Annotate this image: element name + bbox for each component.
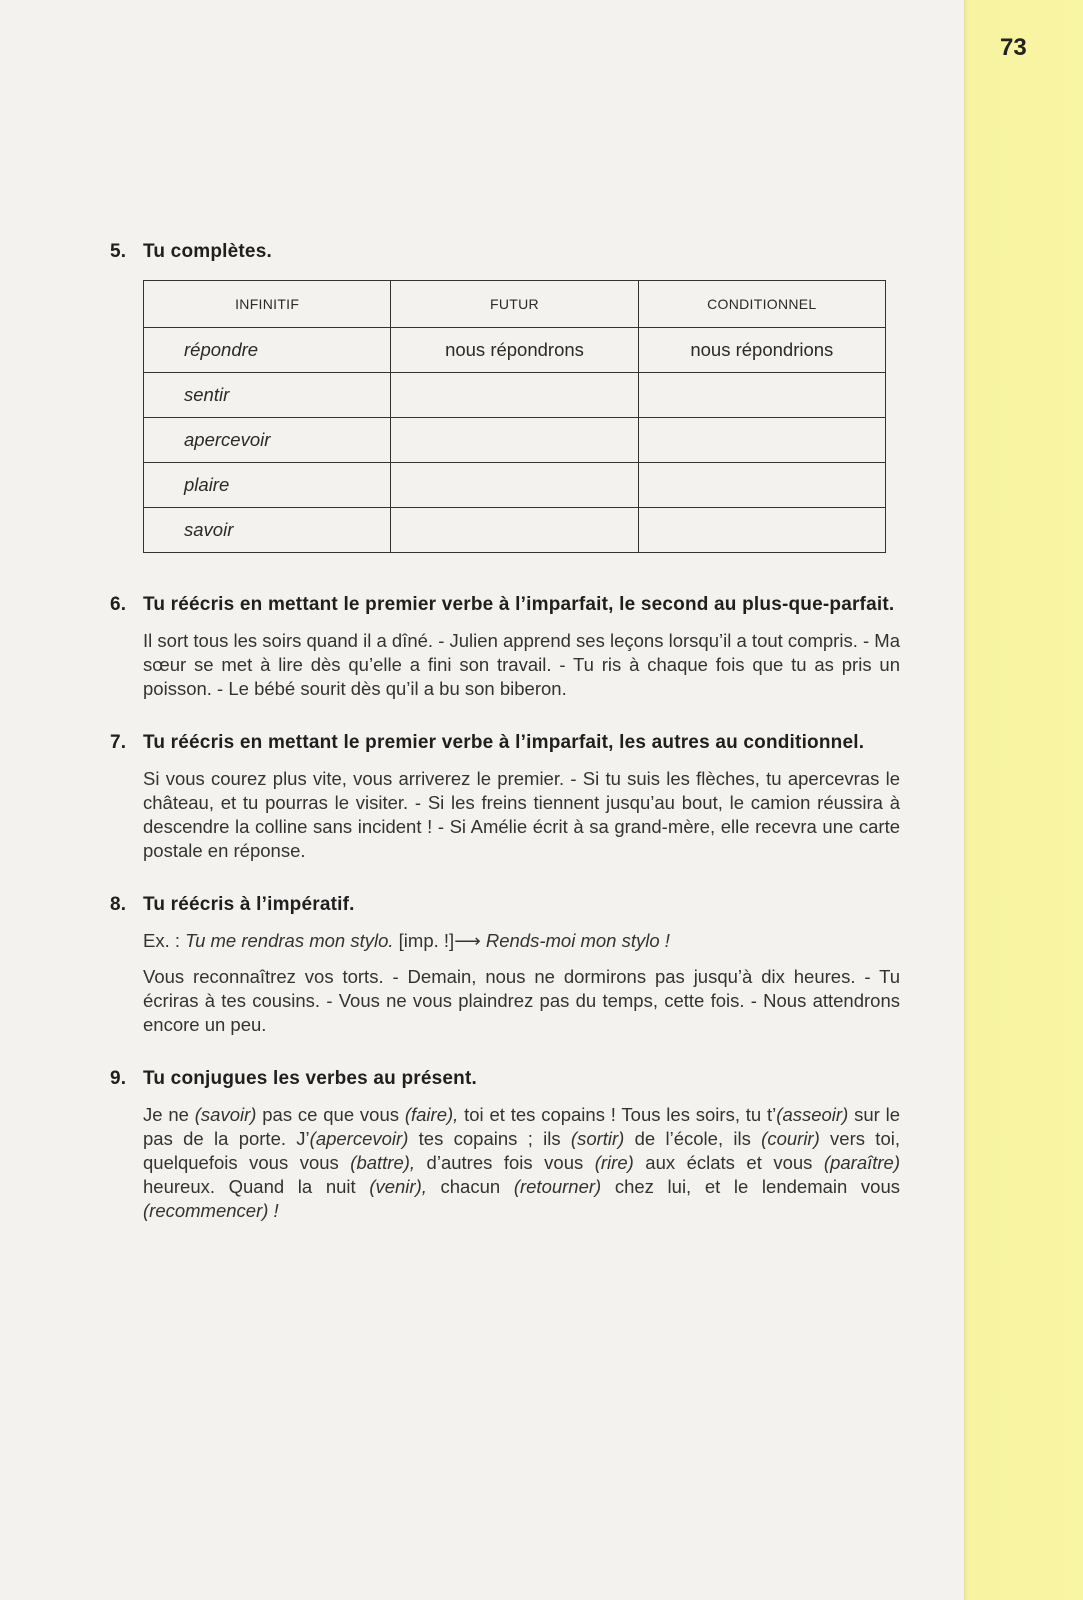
yellow-margin-band [964, 0, 1083, 1600]
exercise-number: 6. [110, 594, 127, 615]
table-cell-futur [391, 463, 638, 508]
verb-infinitive: (paraître) [823, 1152, 900, 1173]
verb-infinitive: (rire) [594, 1152, 634, 1173]
exercise-number: 9. [110, 1068, 127, 1089]
table-cell-infinitive: répondre [144, 328, 391, 373]
text-fragment: aux éclats et vous [633, 1152, 824, 1173]
table-row [144, 463, 886, 508]
table-header-row [144, 281, 886, 328]
table-row [144, 328, 886, 373]
verb-infinitive: (battre), [350, 1152, 416, 1173]
table-cell-infinitive: sentir [144, 373, 391, 418]
example-answer: Rends-moi mon stylo ! [485, 930, 670, 951]
text-fragment: de l’école, ils [624, 1128, 762, 1149]
verb-infinitive: (courir) [761, 1128, 820, 1149]
column-header-infinitif: INFINITIF [144, 281, 391, 328]
exercise-number: 5. [110, 241, 127, 262]
exercise-8 [110, 893, 900, 1037]
exercise-5 [110, 240, 900, 553]
verb-infinitive: (savoir) [194, 1104, 257, 1125]
exercise-example [143, 929, 900, 953]
verb-infinitive: (recommencer) ! [143, 1200, 279, 1221]
text-fragment: chez lui, et le lendemain vous [601, 1176, 901, 1197]
exercise-title: Tu réécris en mettant le premier verbe à l’imparfait, les autres au conditionnel. [143, 732, 865, 753]
table-row [144, 418, 886, 463]
exercise-title: Tu réécris à l’impératif. [143, 894, 355, 915]
arrow-icon: ⟶ [454, 930, 486, 951]
exercise-9 [110, 1067, 900, 1223]
page-number: 73 [1000, 34, 1027, 61]
verb-infinitive: (sortir) [570, 1128, 625, 1149]
exercise-text [143, 1103, 900, 1223]
table-cell-futur: nous répondrons [391, 328, 638, 373]
table-cell-futur [391, 373, 638, 418]
exercise-text: Il sort tous les soirs quand il a dîné. - Julien apprend ses leçons lorsqu’il a tout compris. - Ma sœur se met à lire dès qu’elle a fini son travail. - Tu ris à chaque fois que tu as pris un poisson. - Le bébé sourit dès qu’il a bu son biberon. [143, 630, 900, 699]
verb-infinitive: (apercevoir) [309, 1128, 409, 1149]
text-fragment: Je ne [143, 1104, 195, 1125]
exercise-7 [110, 731, 900, 863]
table-cell-conditionnel: nous répondrions [638, 328, 885, 373]
exercise-title: Tu complètes. [143, 241, 272, 262]
text-fragment: chacun [426, 1176, 514, 1197]
exercise-number: 8. [110, 894, 127, 915]
text-fragment: pas ce que vous [256, 1104, 405, 1125]
column-header-futur: FUTUR [391, 281, 638, 328]
table-cell-infinitive: apercevoir [144, 418, 391, 463]
table-cell-conditionnel [638, 463, 885, 508]
table-cell-conditionnel [638, 508, 885, 553]
exercise-title: Tu conjugues les verbes au présent. [143, 1068, 477, 1089]
page-content [110, 240, 900, 1223]
verb-infinitive: (faire), [404, 1104, 459, 1125]
exercise-heading [110, 893, 900, 917]
text-fragment: tes copains ; ils [408, 1128, 571, 1149]
exercise-title: Tu réécris en mettant le premier verbe à l’imparfait, le second au plus-que-parfait. [143, 594, 895, 615]
table-cell-infinitive: plaire [144, 463, 391, 508]
table-cell-conditionnel [638, 418, 885, 463]
example-mark: [imp. !] [393, 930, 455, 951]
exercise-number: 7. [110, 732, 127, 753]
text-fragment: heureux. Quand la nuit [143, 1176, 370, 1197]
example-sentence: Tu me rendras mon stylo. [185, 930, 394, 951]
text-fragment: toi et tes copains ! Tous les soirs, tu t’ [458, 1104, 777, 1125]
exercise-heading [110, 593, 900, 617]
text-fragment: vers toi, quelquefois vous vous [143, 1128, 900, 1173]
exercise-heading [110, 731, 900, 755]
table-row [144, 373, 886, 418]
text-fragment: sur le pas de la porte. J’ [143, 1104, 900, 1149]
table-cell-infinitive: savoir [144, 508, 391, 553]
verb-infinitive: (asseoir) [776, 1104, 849, 1125]
column-header-conditionnel: CONDITIONNEL [638, 281, 885, 328]
table-cell-futur [391, 508, 638, 553]
conjugation-table [143, 280, 886, 553]
exercise-text: Si vous courez plus vite, vous arriverez le premier. - Si tu suis les flèches, tu apercevras le château, et tu pourras le visiter. - Si les freins tiennent jusqu’au bout, le camion réussira à descendre la colline sans incident ! - Si Amélie écrit à sa grand-mère, elle recevra une carte postale en réponse. [143, 768, 900, 861]
table-cell-conditionnel [638, 373, 885, 418]
verb-infinitive: (venir), [369, 1176, 427, 1197]
exercise-heading [110, 240, 900, 264]
table-row [144, 508, 886, 553]
exercise-text: Vous reconnaîtrez vos torts. - Demain, nous ne dormirons pas jusqu’à dix heures. - Tu écriras à tes cousins. - Vous ne vous plaindrez pas du temps, cette fois. - Nous attendrons encore un peu. [143, 966, 900, 1035]
example-prefix: Ex. : [143, 930, 186, 951]
table-cell-futur [391, 418, 638, 463]
exercise-6 [110, 593, 900, 701]
exercise-heading [110, 1067, 900, 1091]
text-fragment: d’autres fois vous [415, 1152, 595, 1173]
verb-infinitive: (retourner) [513, 1176, 602, 1197]
